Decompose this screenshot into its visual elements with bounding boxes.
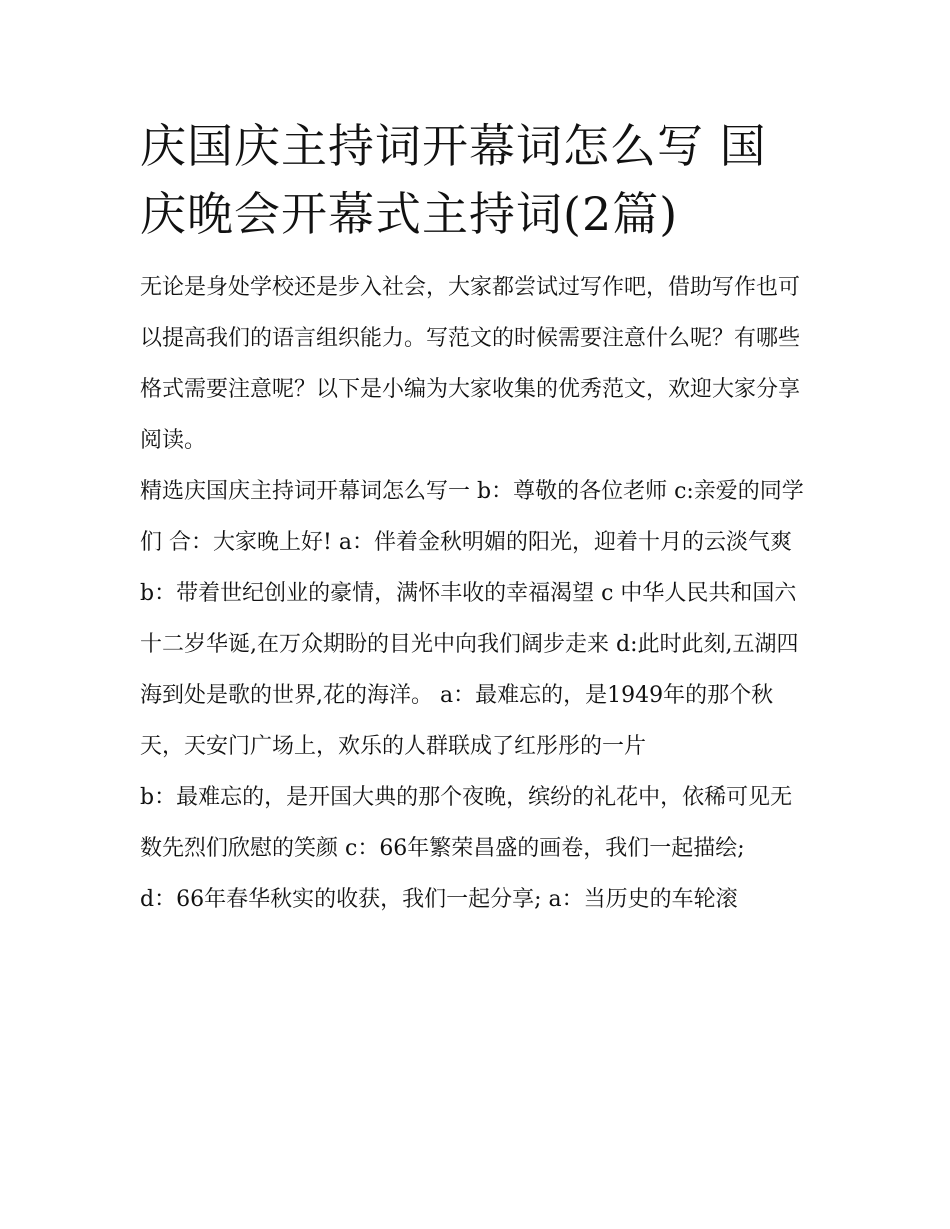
document-title: 庆国庆主持词开幕词怎么写 国庆晚会开幕式主持词(2篇) bbox=[140, 119, 767, 241]
paragraph-d-section: d：66年春华秋实的收获，我们一起分享; a：当历史的车轮滚 bbox=[140, 887, 738, 912]
document-page bbox=[140, 112, 812, 925]
paragraph-intro: 无论是身处学校还是步入社会，大家都尝试过写作吧，借助写作也可以提高我们的语言组织能力。写范文的时候需要注意什么呢？有哪些格式需要注意呢？以下是小编为大家收集的优秀范文，欢迎大家分享阅读。 bbox=[140, 275, 801, 453]
paragraph-opening: 精选庆国庆主持词开幕词怎么写一 b：尊敬的各位老师 c:亲爱的同学们 合：大家晚上好! a：伴着金秋明媚的阳光，迎着十月的云淡气爽 bbox=[140, 479, 804, 555]
paragraph-b-section: b：带着世纪创业的豪情，满怀丰收的幸福渴望 c 中华人民共和国六十二岁华诞,在万众期盼的目光中向我们阔步走来 d:此时此刻,五湖四海到处是歌的世界,花的海洋。 a：最难忘的，是1949年的那个秋天，天安门广场上，欢乐的人群联成了红彤彤的一片 bbox=[140, 581, 799, 759]
paragraph-b-section-2: b：最难忘的，是开国大典的那个夜晚，缤纷的礼花中，依稀可见无数先烈们欣慰的笑颜 c：66年繁荣昌盛的画卷，我们一起描绘; bbox=[140, 785, 793, 861]
